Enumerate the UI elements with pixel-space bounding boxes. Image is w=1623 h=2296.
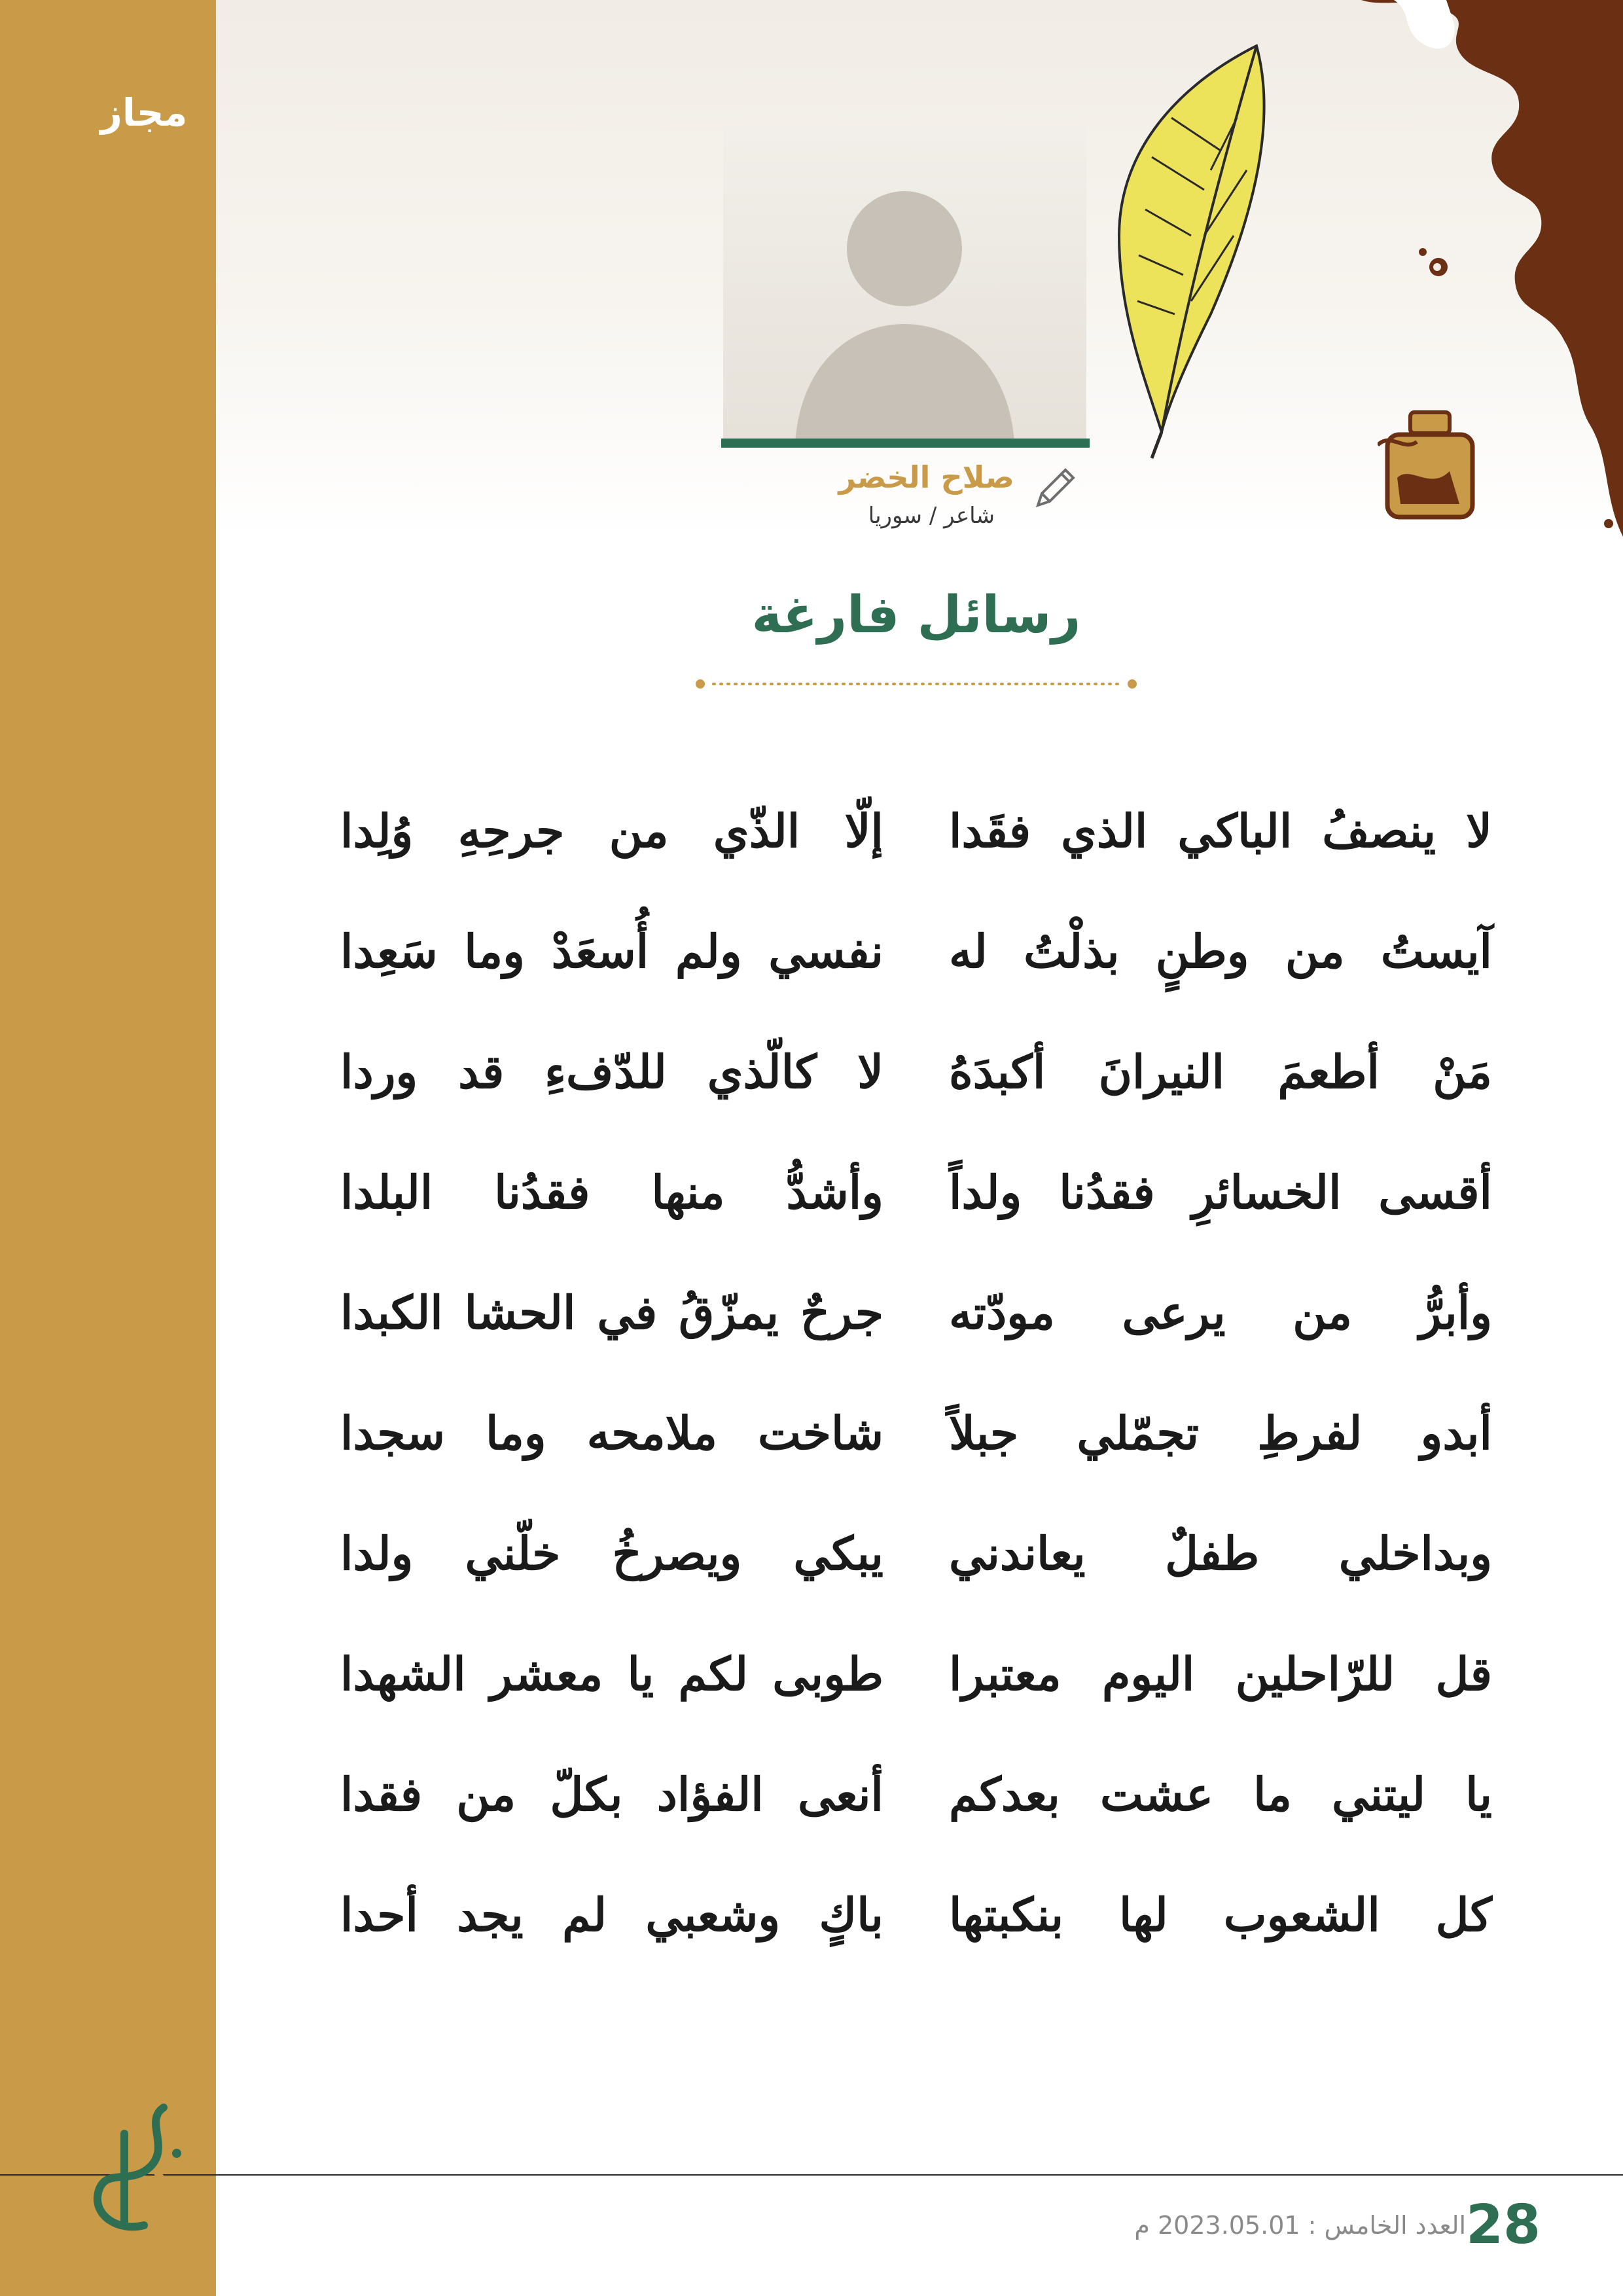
verse-first-hemistich: آيستُ من وطنٍ بذلْتُ له — [949, 924, 1492, 978]
verse-line — [340, 1277, 1492, 1397]
verse-second-hemistich: إلّا الذّي من جرحِهِ وُلِدا — [340, 804, 883, 858]
verse-line — [340, 1759, 1492, 1879]
verse-first-hemistich: كل الشعوب لها بنكبتها — [949, 1888, 1492, 1942]
sidebar — [0, 0, 216, 2296]
verse-second-hemistich: أنعى الفؤاد بكلّ من فقدا — [340, 1767, 883, 1821]
verse-first-hemistich: قل للرّاحلين اليوم معتبرا — [949, 1647, 1492, 1701]
verse-line — [340, 1518, 1492, 1638]
verse-first-hemistich: وبداخلي طفلٌ يعاندني — [949, 1526, 1492, 1581]
verse-first-hemistich: مَنْ أطعمَ النيرانَ أكبدَهُ — [949, 1045, 1492, 1099]
verse-second-hemistich: طوبى لكم يا معشر الشهدا — [340, 1647, 883, 1701]
poem-body — [340, 795, 1492, 2000]
verse-first-hemistich: أبدو لفرطِ تجمّلي جبلاً — [949, 1406, 1492, 1460]
pen-icon — [1033, 465, 1079, 511]
verse-line — [340, 1157, 1492, 1277]
dotted-divider — [694, 677, 1139, 691]
verse-second-hemistich: نفسي ولم أُسعَدْ وما سَعِدا — [340, 924, 883, 978]
verse-line — [340, 1036, 1492, 1157]
section-label: مجاز — [100, 90, 188, 135]
poem-title: رسائل فارغة — [751, 586, 1081, 645]
verse-second-hemistich: شاخت ملامحه وما سجدا — [340, 1406, 883, 1460]
issue-era: م — [1134, 2211, 1150, 2240]
verse-first-hemistich: يا ليتني ما عشت بعدكم — [949, 1767, 1492, 1821]
verse-line — [340, 1638, 1492, 1759]
author-role: شاعر / سوريا — [868, 503, 995, 529]
verse-line — [340, 1397, 1492, 1518]
verse-first-hemistich: لا ينصفُ الباكي الذي فقَدا — [949, 804, 1492, 858]
page-number: 28 — [1466, 2194, 1541, 2256]
photo-underline — [721, 439, 1090, 448]
verse-second-hemistich: جرحٌ يمزّقُ في الحشا الكبدا — [340, 1285, 883, 1340]
verse-line — [340, 916, 1492, 1036]
ink-bottle-icon — [1378, 406, 1482, 524]
author-photo — [723, 124, 1086, 442]
issue-label: العدد الخامس : — [1308, 2211, 1466, 2240]
verse-line — [340, 795, 1492, 916]
verse-line — [340, 1879, 1492, 2000]
verse-first-hemistich: وأبرُّ من يرعى مودّته — [949, 1285, 1492, 1340]
feather-quill-decoration — [1106, 39, 1276, 465]
verse-second-hemistich: لا كالّذي للدّفءِ قد وردا — [340, 1045, 883, 1099]
issue-info — [1008, 2211, 1466, 2240]
author-photo-placeholder — [723, 124, 1086, 442]
verse-first-hemistich: أقسى الخسائرِ فقدُنا ولداً — [949, 1165, 1492, 1219]
verse-second-hemistich: يبكي ويصرخُ خلّني ولدا — [340, 1526, 883, 1581]
footer-rule — [0, 2174, 1623, 2176]
magazine-logo — [65, 2094, 196, 2245]
verse-second-hemistich: باكٍ وشعبي لم يجد أحدا — [340, 1888, 883, 1942]
author-name: صلاح الخضر — [838, 459, 1014, 495]
issue-date: 2023.05.01 — [1157, 2211, 1300, 2240]
verse-second-hemistich: وأشدُّ منها فقدُنا البلدا — [340, 1165, 883, 1219]
